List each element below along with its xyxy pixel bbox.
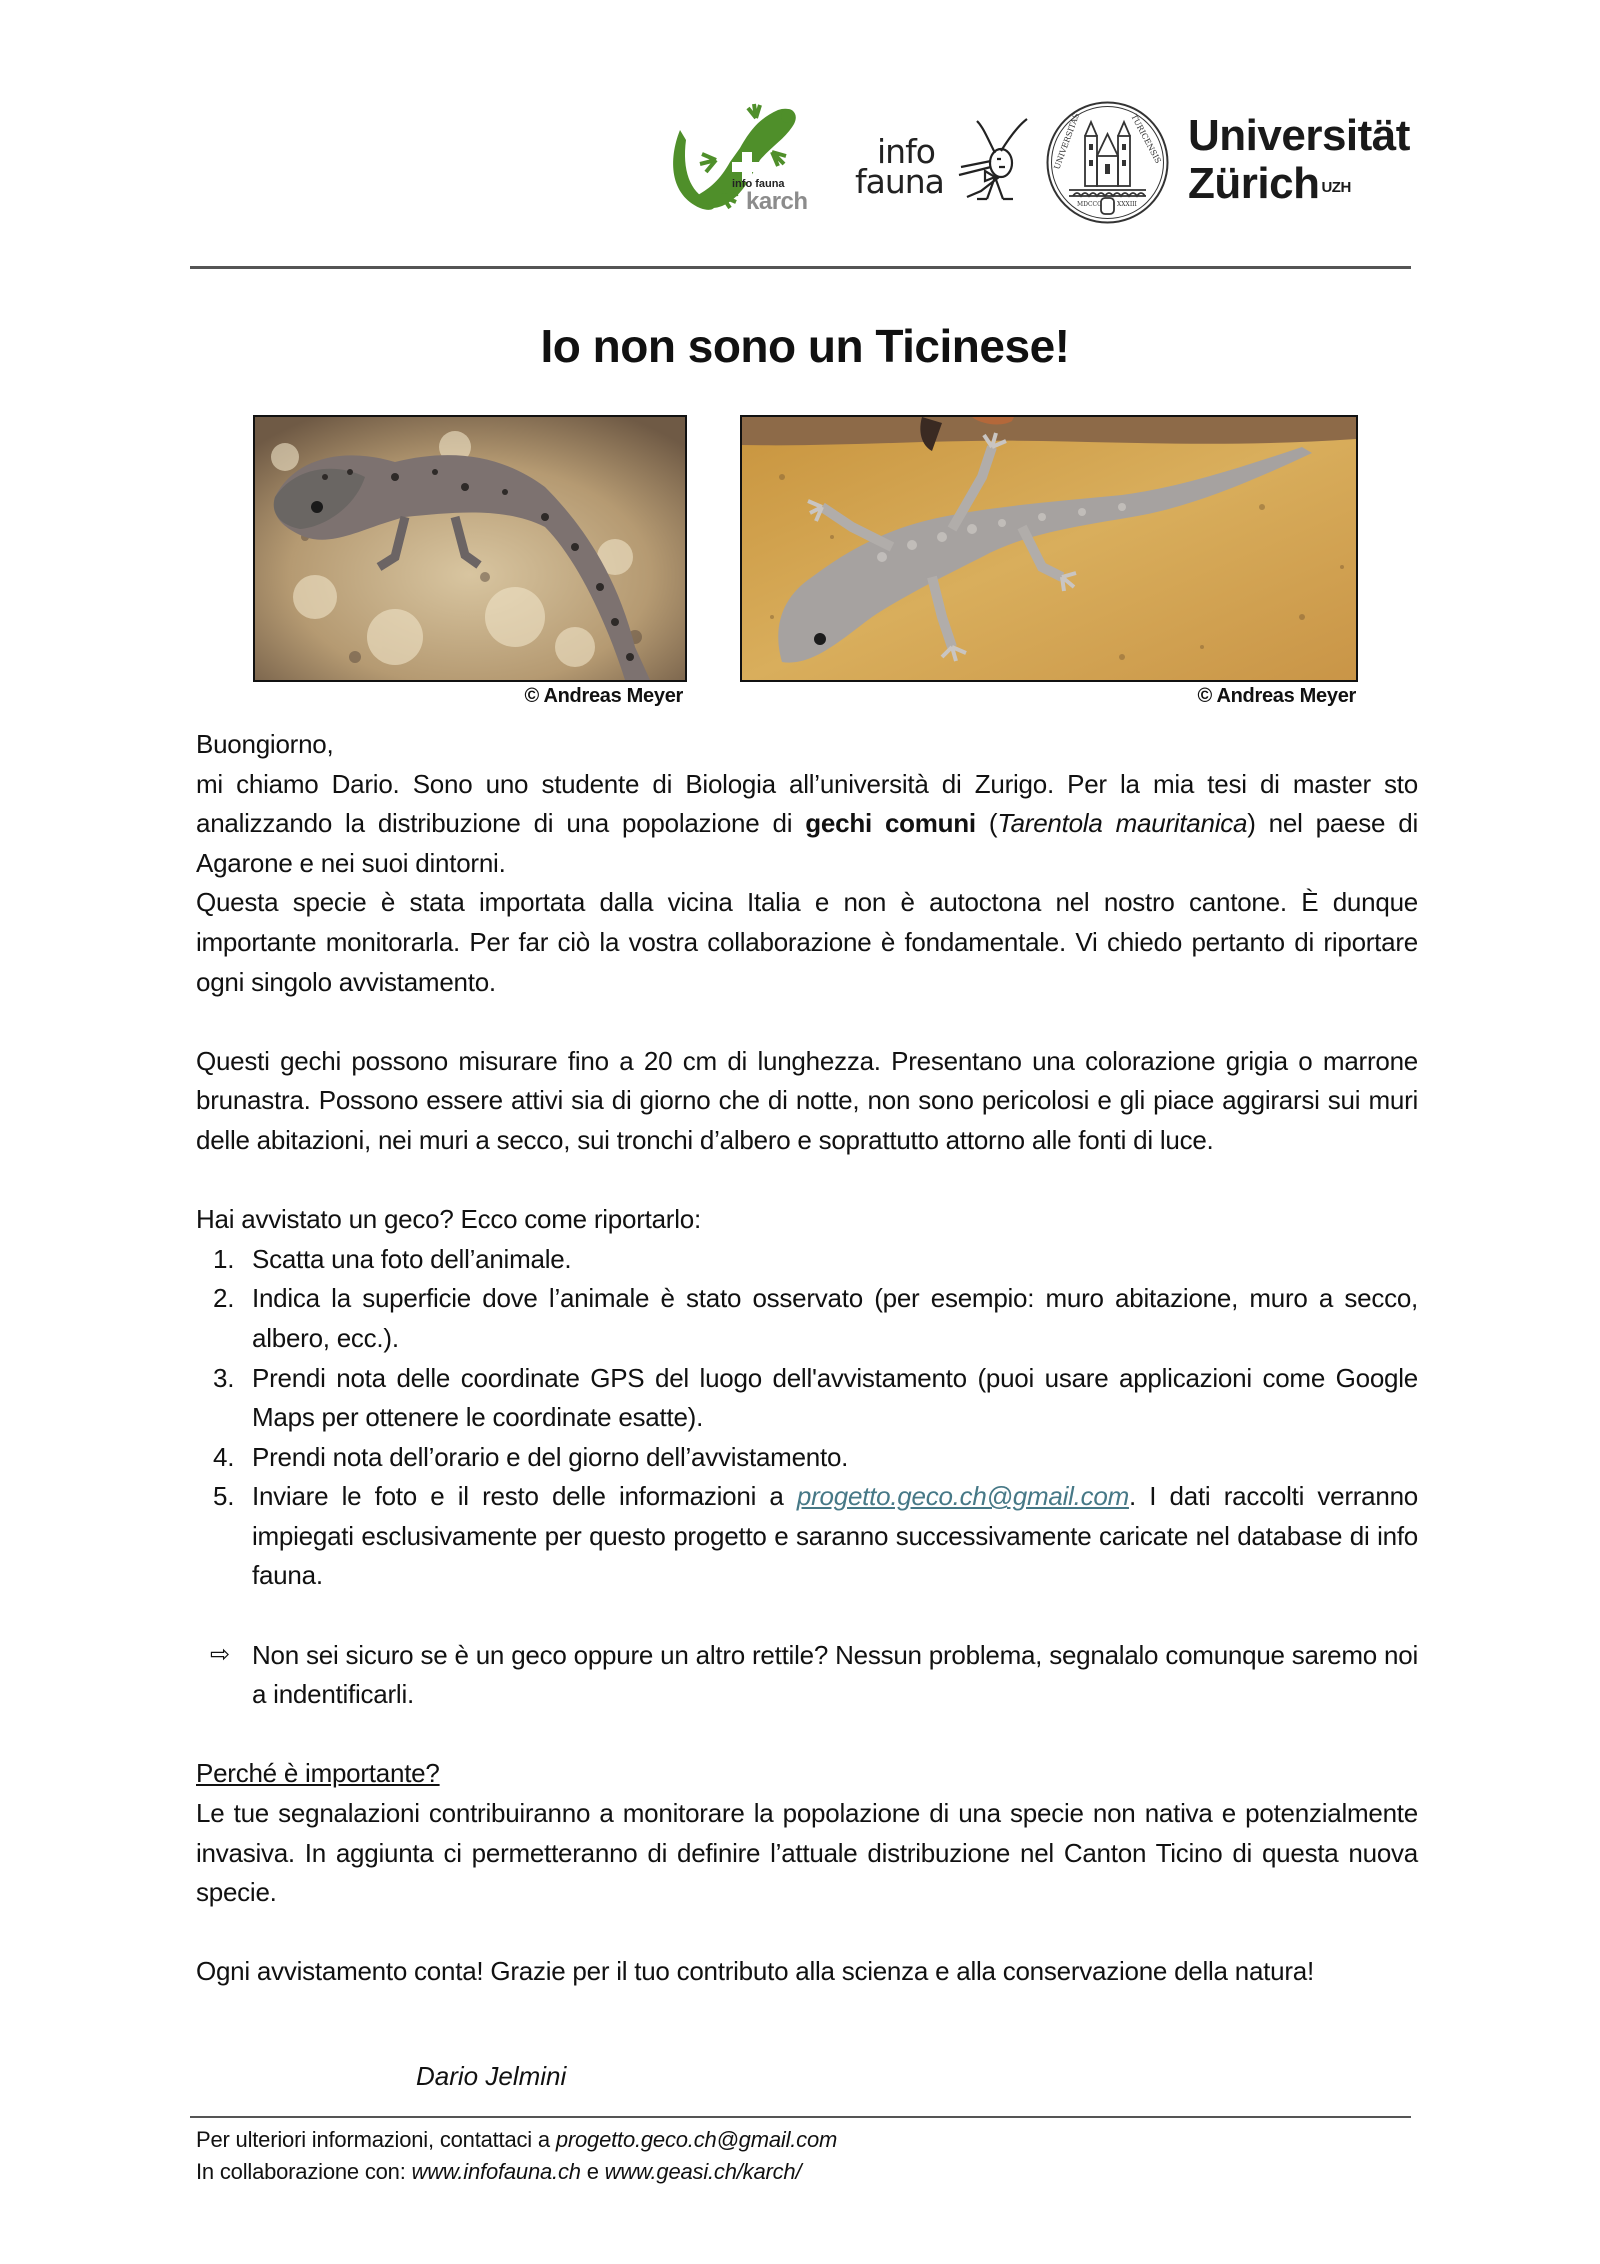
email-link[interactable]: progetto.geco.ch@gmail.com	[796, 1481, 1129, 1512]
grasshopper-icon	[955, 115, 1035, 210]
infofauna-logo-line1: info	[877, 132, 935, 171]
note-paragraph: ⇨ Non sei sicuro se è un geco oppure un altro rettile? Nessun problema, segnalalo comunque saremo noi a indentificarli.	[196, 1636, 1418, 1715]
header-divider	[190, 266, 1411, 269]
description-paragraph: Questi gechi possono misurare fino a 20 cm di lunghezza. Presentano una colorazione grigia o marrone brunastra. Possono essere attivi sia di giorno che di notte, non sono pericolosi e gli piace aggirarsi sui muri delle abitazioni, nei muri a secco, sui tronchi d’albero e soprattutto attorno alle fonti di luce.	[196, 1045, 1418, 1155]
svg-text:TURICENSIS: TURICENSIS	[1129, 112, 1163, 165]
footer-contact: Per ulteriori informazioni, contattaci a progetto.geco.ch@gmail.com	[196, 2127, 838, 2152]
svg-text:UNIVERSITAS: UNIVERSITAS	[1052, 111, 1082, 171]
footer-link-infofauna[interactable]: www.infofauna.ch	[411, 2159, 581, 2184]
page-title: Io non sono un Ticinese!	[540, 320, 1070, 372]
gecko-photo-right	[740, 415, 1358, 682]
photo-credit-left: © Andreas Meyer	[524, 685, 683, 707]
step-item: 3. Prendi nota delle coordinate GPS del luogo dell'avvistamento (puoi usare applicazioni come Google Maps per ottenere le coordinate esatte).	[213, 1362, 1418, 1433]
karch-logo	[660, 100, 820, 220]
step-item: 1. Scatta una foto dell’animale.	[213, 1243, 572, 1274]
infofauna-logo	[855, 115, 1030, 215]
footer-divider	[190, 2116, 1411, 2118]
karch-logo-line1: info fauna	[732, 178, 785, 190]
gecko-photo-icon	[742, 417, 1356, 680]
step-item: 2. Indica la superficie dove l’animale è stato osservato (per esempio: muro abitazione, muro a secco, albero, ecc.).	[213, 1283, 1418, 1353]
uzh-wordmark-line2: Zürich	[1188, 159, 1320, 208]
photo-credit-right: © Andreas Meyer	[1197, 685, 1356, 707]
uzh-wordmark	[1188, 112, 1410, 208]
footer-email[interactable]: progetto.geco.ch@gmail.com	[555, 2127, 838, 2152]
uzh-wordmark-line1: Universität	[1188, 111, 1410, 160]
footer-link-karch[interactable]: www.geasi.ch/karch/	[604, 2159, 802, 2184]
svg-text:MDCCC: MDCCC	[1077, 201, 1102, 208]
how-to-heading: Hai avvistato un geco? Ecco come riportarlo:	[196, 1204, 701, 1235]
gecko-photo-left	[253, 415, 687, 682]
import-paragraph: Questa specie è stata importata dalla vicina Italia e non è autoctona nel nostro cantone. È dunque importante monitorarla. Per far ciò la vostra collaborazione è fondamentale. Vi chiedo pertanto di riportare ogni singolo avvistamento.	[196, 887, 1418, 997]
closing-paragraph: Ogni avvistamento conta! Grazie per il tuo contributo alla scienza e alla conservazione della natura!	[196, 1956, 1314, 1987]
why-heading: Perché è importante?	[196, 1758, 440, 1789]
arrow-right-icon: ⇨	[210, 1639, 230, 1668]
infofauna-logo-line2: fauna	[855, 162, 944, 201]
greeting: Buongiorno,	[196, 729, 334, 759]
common-name: gechi comuni	[805, 808, 976, 839]
header-logos	[660, 100, 1420, 230]
university-seal-icon	[1045, 100, 1170, 225]
footer	[196, 2124, 837, 2188]
steps-list	[196, 1240, 1418, 1596]
step-item: 4. Prendi nota dell’orario e del giorno dell’avvistamento.	[213, 1441, 849, 1472]
uzh-superscript: UZH	[1321, 179, 1351, 196]
uzh-seal-logo	[1045, 100, 1170, 225]
step-item: 5. Inviare le foto e il resto delle informazioni a progetto.geco.ch@gmail.com. I dati raccolti verranno impiegati esclusivamente per questo progetto e saranno successivamente caricate nel database di info fauna.	[213, 1481, 1419, 1591]
letter-body	[196, 725, 1418, 1992]
why-paragraph: Le tue segnalazioni contribuiranno a monitorare la popolazione di una specie non nativa e potenzialmente invasiva. In aggiunta ci permetteranno di definire l’attuale distribuzione nel Canton Ticino di questa nuova specie.	[196, 1798, 1418, 1908]
intro-paragraph: mi chiamo Dario. Sono uno studente di Biologia all’università di Zurigo. Per la mia tesi di master sto analizzando la distribuzione di una popolazione di gechi comuni (Tarentola mauritanica) nel paese di Agarone e nei suoi dintorni.	[196, 768, 1418, 878]
signature: Dario Jelmini	[416, 2061, 567, 2091]
species-name: Tarentola mauritanica	[997, 808, 1248, 839]
svg-text:XXXIII: XXXIII	[1117, 201, 1137, 208]
karch-logo-line2: karch	[746, 188, 808, 215]
gecko-photo-icon	[255, 417, 685, 680]
footer-collaboration: In collaborazione con: www.infofauna.ch e www.geasi.ch/karch/	[196, 2159, 802, 2184]
